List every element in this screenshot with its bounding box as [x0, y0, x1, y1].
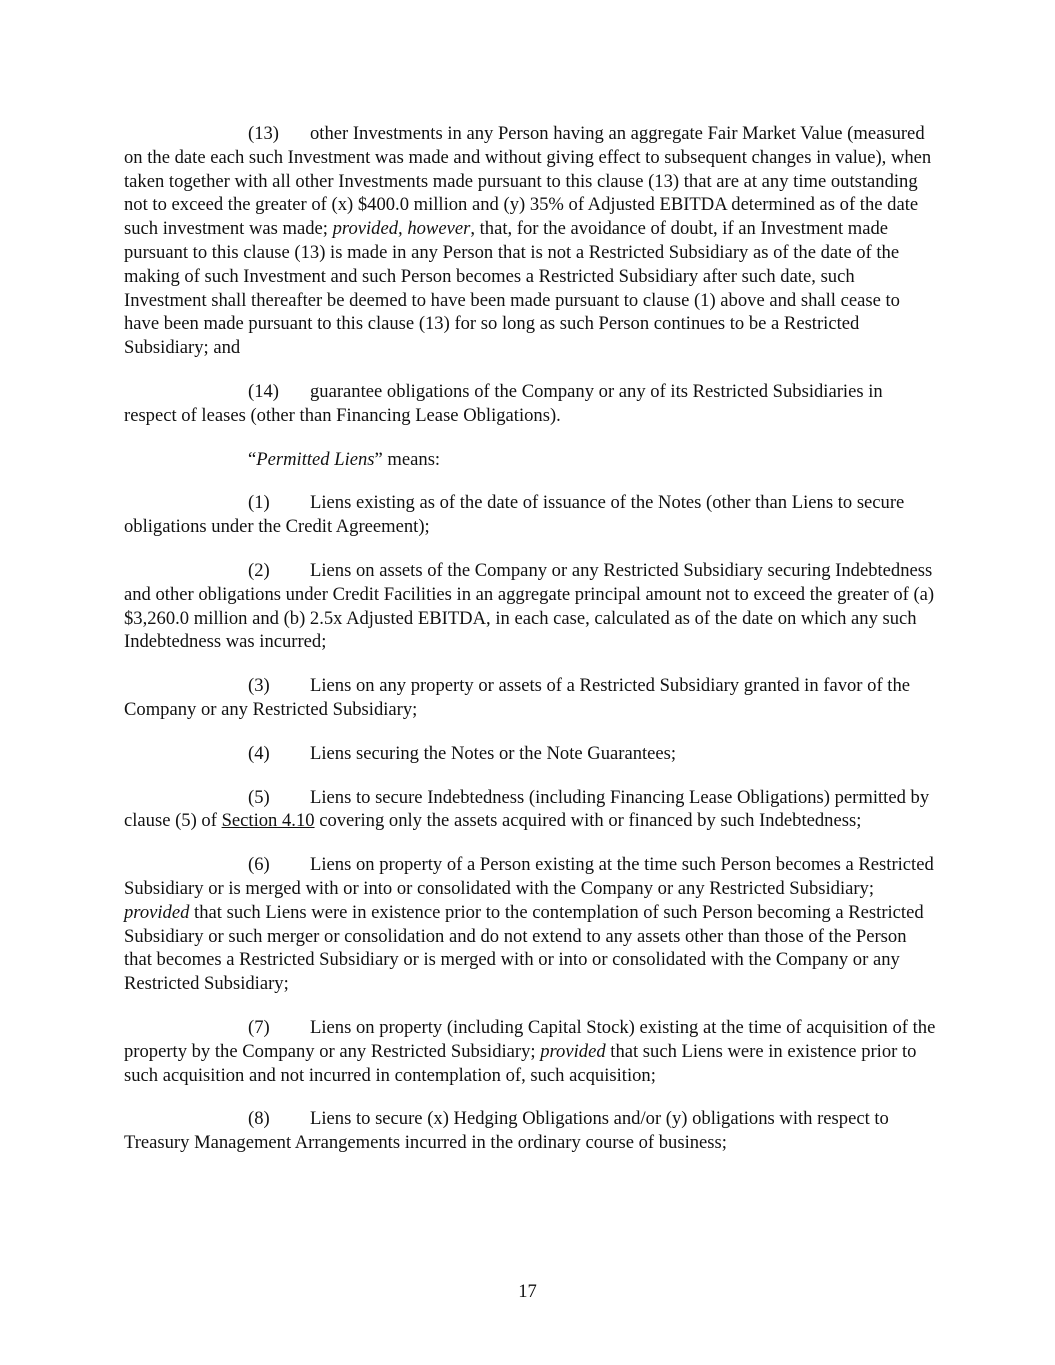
- lien-clause-5: (5) Liens to secure Indebtedness (including Financing Lease Obligations) permitted by clause (5) of Section 4.10 covering only the assets acquired with or financed by such Indebtedness;: [124, 786, 930, 832]
- clause-number: (3): [248, 675, 270, 697]
- clause-number: (6): [248, 854, 270, 876]
- lien-clause-7: (7) Liens on property (including Capital Stock) existing at the time of acquisition of the property by the Company or any Restricted Subsidiary; provided that such Liens were in existence prior to such acquisition and not incurred in contemplation of, such acquisition;: [124, 1016, 936, 1086]
- clause-number: (8): [248, 1108, 270, 1130]
- clause-number: (1): [248, 492, 270, 514]
- clause-13: (13) other Investments in any Person having an aggregate Fair Market Value (measured on the date each such Investment was made and without giving effect to subsequent changes in value), when taken together with all other Investments made pursuant to this clause (13) that are at any time outstanding not to exceed the greater of (x) $400.0 million and (y) 35% of Adjusted EBITDA determined as of the date such investment was made; provided, however, that, for the avoidance of doubt, if an Investment made pursuant to this clause (13) is made in any Person that is not a Restricted Subsidiary as of the date of the making of such Investment and such Person becomes a Restricted Subsidiary after such date, such Investment shall thereafter be deemed to have been made pursuant to clause (1) above and shall cease to have been made pursuant to this clause (13) for so long as such Person continues to be a Restricted Subsidiary; and: [124, 123, 932, 359]
- clause-number: (14): [248, 380, 279, 402]
- clause-number: (13): [248, 123, 279, 144]
- clause-number: (7): [248, 1016, 270, 1038]
- document-page: [124, 122, 936, 1175]
- page-number: 17: [518, 1281, 537, 1302]
- lien-clause-1: (1) Liens existing as of the date of issuance of the Notes (other than Liens to secure obligations under the Credit Agreement);: [124, 492, 905, 538]
- section-reference-link[interactable]: Section 4.10: [221, 810, 315, 832]
- clause-14: (14) guarantee obligations of the Company or any of its Restricted Subsidiaries in respect of leases (other than Financing Lease Obligations).: [124, 380, 883, 426]
- lien-clause-6: (6) Liens on property of a Person existing at the time such Person becomes a Restricted Subsidiary or is merged with or into or consolidated with the Company or any Restricted Subsidiary; provided that such Liens were in existence prior to the contemplation of such Person becoming a Restricted Subsidiary or such merger or consolidation and do not extend to any assets other than those of the Person that becomes a Restricted Subsidiary or is merged with or into or consolidated with the Company or any Restricted Subsidiary;: [124, 854, 934, 995]
- clause-number: (4): [248, 742, 270, 764]
- lien-clause-8: (8) Liens to secure (x) Hedging Obligations and/or (y) obligations with respect to Treasury Management Arrangements incurred in the ordinary course of business;: [124, 1108, 889, 1154]
- lien-clause-4: (4) Liens securing the Notes or the Note Guarantees;: [124, 742, 936, 766]
- lien-clause-3: (3) Liens on any property or assets of a Restricted Subsidiary granted in favor of the Company or any Restricted Subsidiary;: [124, 675, 911, 720]
- lien-clause-2: (2) Liens on assets of the Company or any Restricted Subsidiary securing Indebtedness and other obligations under Credit Facilities in an aggregate principal amount not to exceed the greater of (a) $3,260.0 million and (b) 2.5x Adjusted EBITDA, in each case, calculated as of the date on which any such Indebtedness was incurred;: [124, 559, 935, 653]
- definition-permitted-liens: “Permitted Liens” means:: [248, 448, 441, 470]
- clause-number: (5): [248, 786, 270, 808]
- clause-number: (2): [248, 559, 270, 581]
- defined-term: Permitted Liens: [256, 448, 375, 470]
